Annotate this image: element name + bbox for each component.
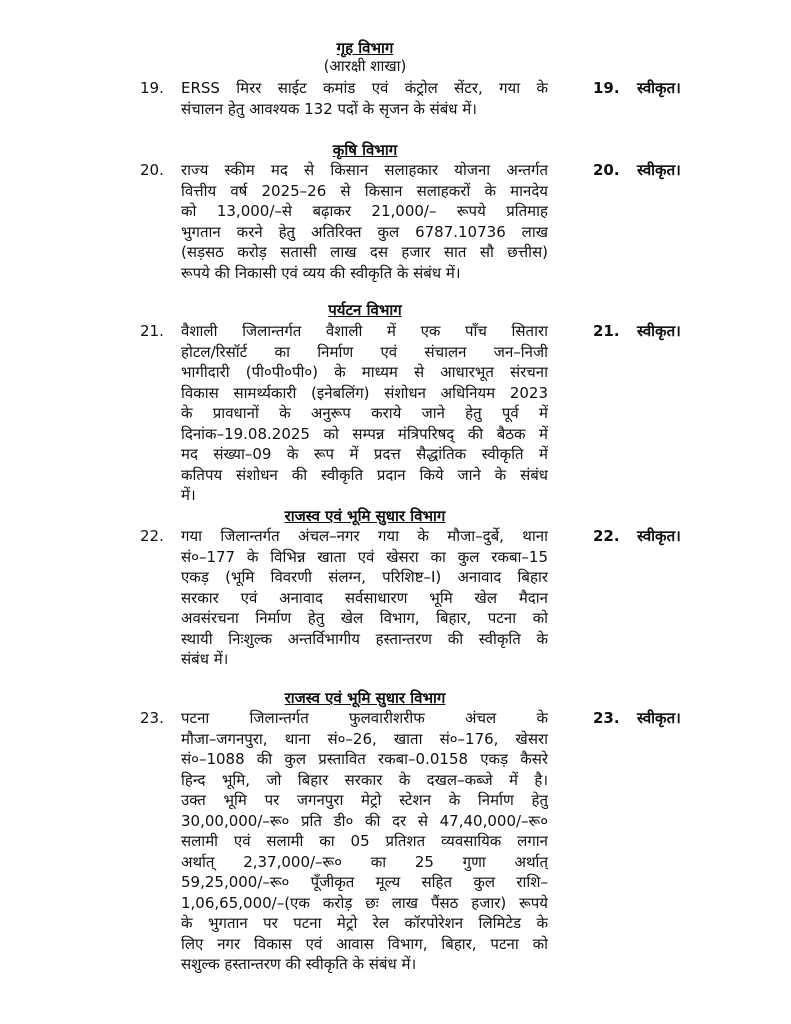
description-line: अर्थात् 2,37,000/–रू० का 25 गुणा अर्थात्: [181, 852, 548, 871]
description-line: के भुगतान पर पटना मेट्रो रेल कॉरपोरेशन लिमिटेड के: [181, 914, 548, 932]
description-line: संबंध में।: [181, 650, 229, 668]
description-line: अवसंरचना निर्माण हेतु खेल विभाग, बिहार, पटना को: [181, 609, 548, 627]
description-line: गया जिलान्तर्गत अंचल–नगर गया के मौजा–दुर्बे, थाना: [181, 527, 548, 545]
description-line: 59,25,000/–रू० पूँजीकृत मूल्य सहित कुल राशि–: [181, 873, 548, 891]
decision-status: स्वीकृत।: [637, 79, 681, 97]
department-heading: [180, 506, 550, 526]
item-number: 22.: [140, 527, 164, 545]
description-line: 1,06,65,000/–(एक करोड़ छः लाख पैंसठ हजार) रूपये: [181, 893, 548, 912]
description-line: सं०–1088 की कुल प्रस्तावित रकबा–0.0158 एकड़ कैसरे: [181, 750, 548, 768]
description-line: दिनांक–19.08.2025 को सम्पन्न मंत्रिपरिषद् की बैठक में: [181, 424, 548, 443]
department-heading: [180, 300, 550, 320]
decision-status: स्वीकृत।: [637, 709, 681, 727]
department-title: पर्यटन विभाग: [328, 301, 402, 319]
item-description: [181, 321, 548, 506]
item-number: 19.: [140, 79, 164, 97]
decision-number: 23.: [593, 709, 620, 727]
item-description: [181, 526, 548, 670]
description-line: मद संख्या–09 के रूप में प्रदत्त सैद्धांतिक स्वीकृति में: [181, 445, 548, 463]
description-line: राज्य स्कीम मद से किसान सलाहकार योजना अन्तर्गत: [181, 161, 548, 179]
department-title: गृह विभाग: [336, 39, 394, 57]
description-line: एकड़ (भूमि विवरणी संलग्न, परिशिष्ट–I) अनावाद बिहार: [181, 568, 548, 586]
item-number: 21.: [140, 322, 164, 340]
decision-status: स्वीकृत।: [637, 161, 681, 179]
decision-number: 22.: [593, 527, 620, 545]
department-heading: [180, 140, 550, 160]
department-title: राजस्व एवं भूमि सुधार विभाग: [284, 689, 446, 707]
description-line: उक्त भूमि पर जगनपुरा मेट्रो स्टेशन के निर्माण हेतु: [181, 791, 548, 809]
item-description: [181, 708, 548, 975]
description-line: होटल/रिसॉर्ट का निर्माण एवं संचालन जन–निजी: [181, 342, 548, 361]
description-line: सं०–177 के विभिन्न खाता एवं खेसरा का कुल रकबा–15: [181, 547, 548, 566]
description-line: में।: [181, 486, 196, 504]
description-line: भुगतान करने हेतु अतिरिक्त कुल 6787.10736 लाख: [181, 222, 548, 241]
description-line: के प्रावधानों के अनुरूप कराये जाने हेतु पूर्व में: [181, 404, 548, 422]
description-line: रूपये की निकासी एवं व्यय की स्वीकृति के संबंध में।: [181, 263, 461, 282]
item-number: 20.: [140, 161, 164, 179]
description-line: कतिपय संशोधन की स्वीकृति प्रदान किये जाने के संबंध: [181, 465, 548, 484]
description-line: सशुल्क हस्तान्तरण की स्वीकृति के संबंध में।: [181, 955, 417, 973]
description-line: 30,00,000/–रू० प्रति डी० की दर से 47,40,000/–रू०: [181, 811, 548, 830]
description-line: पटना जिलान्तर्गत फुलवारीशरीफ अंचल के: [181, 709, 548, 727]
department-title: राजस्व एवं भूमि सुधार विभाग: [284, 507, 446, 525]
decision-number: 19.: [593, 79, 620, 97]
description-line: सलामी एवं सलामी का 05 प्रतिशत व्यवसायिक लगान: [181, 832, 548, 850]
department-subheading: (आरक्षी शाखा): [323, 57, 407, 75]
item-number: 23.: [140, 709, 164, 727]
description-line: संचालन हेतु आवश्यक 132 पदों के सृजन के संबंध में।: [181, 99, 477, 118]
department-heading: [180, 688, 550, 708]
item-description: [181, 78, 548, 119]
description-line: (सड़सठ करोड़ सतासी लाख दस हजार सात सौ छत्तीस): [181, 243, 548, 261]
item-description: [181, 160, 548, 283]
description-line: हिन्द भूमि, जो बिहार सरकार के दखल–कब्जे में है।: [181, 770, 548, 789]
decision-number: 21.: [593, 322, 620, 340]
description-line: भागीदारी (पी०पी०पी०) के माध्यम से आधारभूत संरचना: [181, 363, 548, 381]
decision-status: स्वीकृत।: [637, 527, 681, 545]
description-line: वित्तीय वर्ष 2025–26 से किसान सलाहकरों के मानदेय: [181, 181, 548, 200]
department-heading: [180, 38, 550, 58]
decision-status: स्वीकृत।: [637, 322, 681, 340]
description-line: स्थायी निःशुल्क अन्तर्विभागीय हस्तान्तरण की स्वीकृति के: [181, 629, 548, 648]
description-line: ERSS मिरर साईट कमांड एवं कंट्रोल सेंटर, गया के: [181, 79, 548, 97]
description-line: मौजा–जगनपुरा, थाना सं०–26, खाता सं०–176, खेसरा: [181, 729, 548, 748]
description-line: विकास सामर्थ्यकारी (इनेबलिंग) संशोधन अधिनियम 2023: [181, 383, 548, 402]
description-line: सरकार एवं अनावाद सर्वसाधारण भूमि खेल मैदान: [181, 588, 548, 607]
decision-number: 20.: [593, 161, 620, 179]
description-line: को 13,000/–से बढ़ाकर 21,000/– रूपये प्रतिमाह: [181, 202, 548, 220]
description-line: लिए नगर विकास एवं आवास विभाग, बिहार, पटना को: [181, 934, 548, 953]
department-title: कृषि विभाग: [332, 141, 398, 159]
description-line: वैशाली जिलान्तर्गत वैशाली में एक पाँच सितारा: [181, 322, 548, 340]
